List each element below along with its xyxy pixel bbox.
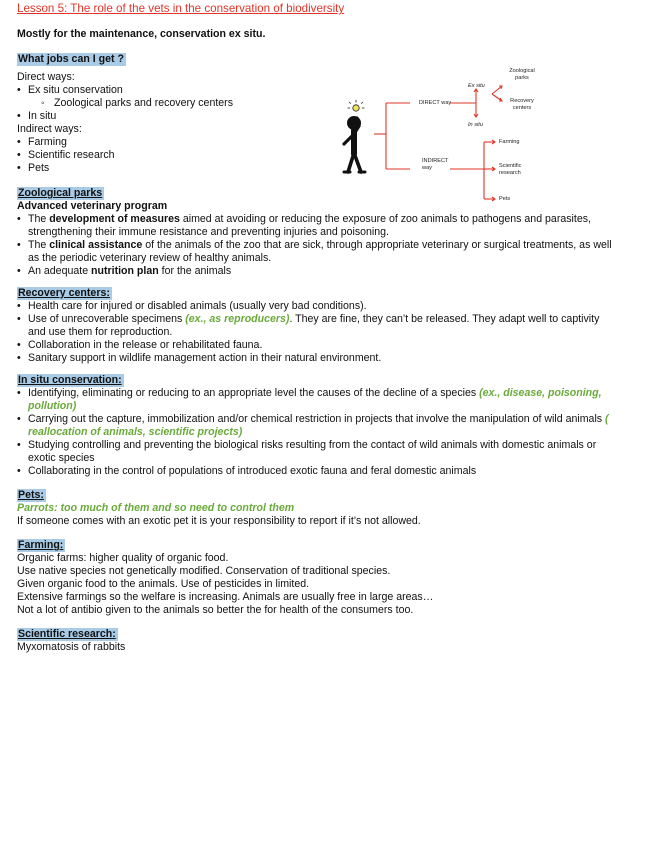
recovery-bullet-specimens: • Use of unrecoverable specimens (ex., as reproducers). They are fine, they can’t be released. They adapt well to captivity and use them for reproduction. xyxy=(17,313,629,339)
list-item-in-situ: • In situ xyxy=(17,110,629,123)
insitu-bullet-risks: • Studying controlling and preventing the biological risks resulting from the contact of wild animals with domestic animals or exotic species xyxy=(17,439,629,465)
insitu-heading: In situ conservation: xyxy=(18,374,122,386)
insitu-section xyxy=(17,374,629,478)
list-item-farming: • Farming xyxy=(17,136,629,149)
zoo-heading: Zoological parks xyxy=(18,187,103,199)
farming-line: Extensive farmings so the welfare is increasing. Animals are usually free in large areas… xyxy=(17,591,434,603)
pets-heading: Pets: xyxy=(18,489,44,501)
farming-heading: Farming: xyxy=(18,539,64,551)
list-item-ex-situ: • Ex situ conservation xyxy=(17,84,629,97)
recovery-heading: Recovery centers: xyxy=(18,287,110,299)
direct-ways-label: Direct ways: xyxy=(17,71,75,83)
recovery-section xyxy=(17,287,629,365)
zoo-subheading: Advanced veterinary program xyxy=(17,200,168,212)
list-item-pets: • Pets xyxy=(17,162,629,175)
recovery-bullet-health: • Health care for injured or disabled animals (usually very bad conditions). xyxy=(17,300,629,313)
diagram-ex-situ: Ex situ xyxy=(468,83,485,89)
page-title: Lesson 5: The role of the vets in the conservation of biodiversity xyxy=(17,2,345,15)
farming-line: Use native species not genetically modified. Conservation of traditional species. xyxy=(17,565,391,577)
pets-section xyxy=(17,489,629,528)
insitu-bullet-control: • Collaborating in the control of populations of introduced exotic fauna and feral domestic animals xyxy=(17,465,629,478)
indirect-ways-label: Indirect ways: xyxy=(17,123,82,135)
diagram-indirect-way: INDIRECT way xyxy=(422,158,449,171)
research-line: Myxomatosis of rabbits xyxy=(17,641,126,653)
diagram-farming: Farming xyxy=(499,139,520,145)
recovery-bullet-sanitary: • Sanitary support in wildlife management action in their natural environment. xyxy=(17,352,629,365)
farming-line: Given organic food to the animals. Use of pesticides in limited. xyxy=(17,578,310,590)
farming-section xyxy=(17,539,629,617)
research-heading: Scientific research: xyxy=(18,628,116,640)
jobs-diagram xyxy=(334,56,544,206)
list-subitem-zoo: ◦ Zoological parks and recovery centers xyxy=(17,97,629,110)
diagram-zoological-parks: Zoological parks xyxy=(509,68,535,81)
insitu-bullet-capture: • Carrying out the capture, immobilization and/or chemical restriction in projects that involve the manipulation of wild animals ( reallocation of animals, scientific projects) xyxy=(17,413,629,439)
farming-line: Not a lot of antibio given to the animals so better the for health of the consumers too. xyxy=(17,604,414,616)
recovery-bullet-release: • Collaboration in the release or rehabilitated fauna. xyxy=(17,339,629,352)
diagram-pets: Pets xyxy=(499,196,511,202)
jobs-heading: What jobs can I get ? xyxy=(18,53,124,65)
insitu-bullet-identify: • Identifying, eliminating or reducing to an appropriate level the causes of the decline of a species (ex., disease, poisoning, pollution) xyxy=(17,387,629,413)
diagram-direct-way: DIRECT way xyxy=(419,100,452,106)
pets-parrots-line: Parrots: too much of them and so need to control them xyxy=(17,502,295,514)
zoo-bullet-measures: • The development of measures aimed at avoiding or reducing the exposure of zoo animals to pathogens and parasites, strengthening their immune resistance and preventing injuries and poisoning. xyxy=(17,213,629,239)
list-item-research: • Scientific research xyxy=(17,149,629,162)
zoo-bullet-clinical: • The clinical assistance of the animals of the zoo that are sick, through appropriate veterinary or surgical treatments, as well as the periodic veterinary review of healthy animals. xyxy=(17,239,629,265)
zoo-bullet-nutrition: • An adequate nutrition plan for the animals xyxy=(17,265,629,278)
pets-report-line: If someone comes with an exotic pet it is your responsibility to report if it’s not allowed. xyxy=(17,515,421,527)
thinking-figure-icon xyxy=(344,117,365,173)
research-section xyxy=(17,628,629,654)
diagram-scientific-research: Scientific research xyxy=(499,163,522,176)
diagram-recovery-centers: Recovery centers xyxy=(510,98,534,111)
diagram-in-situ: In situ xyxy=(468,122,483,128)
lead-sentence: Mostly for the maintenance, conservation ex situ. xyxy=(17,28,266,40)
lightbulb-icon xyxy=(348,100,365,111)
farming-line: Organic farms: higher quality of organic food. xyxy=(17,552,229,564)
